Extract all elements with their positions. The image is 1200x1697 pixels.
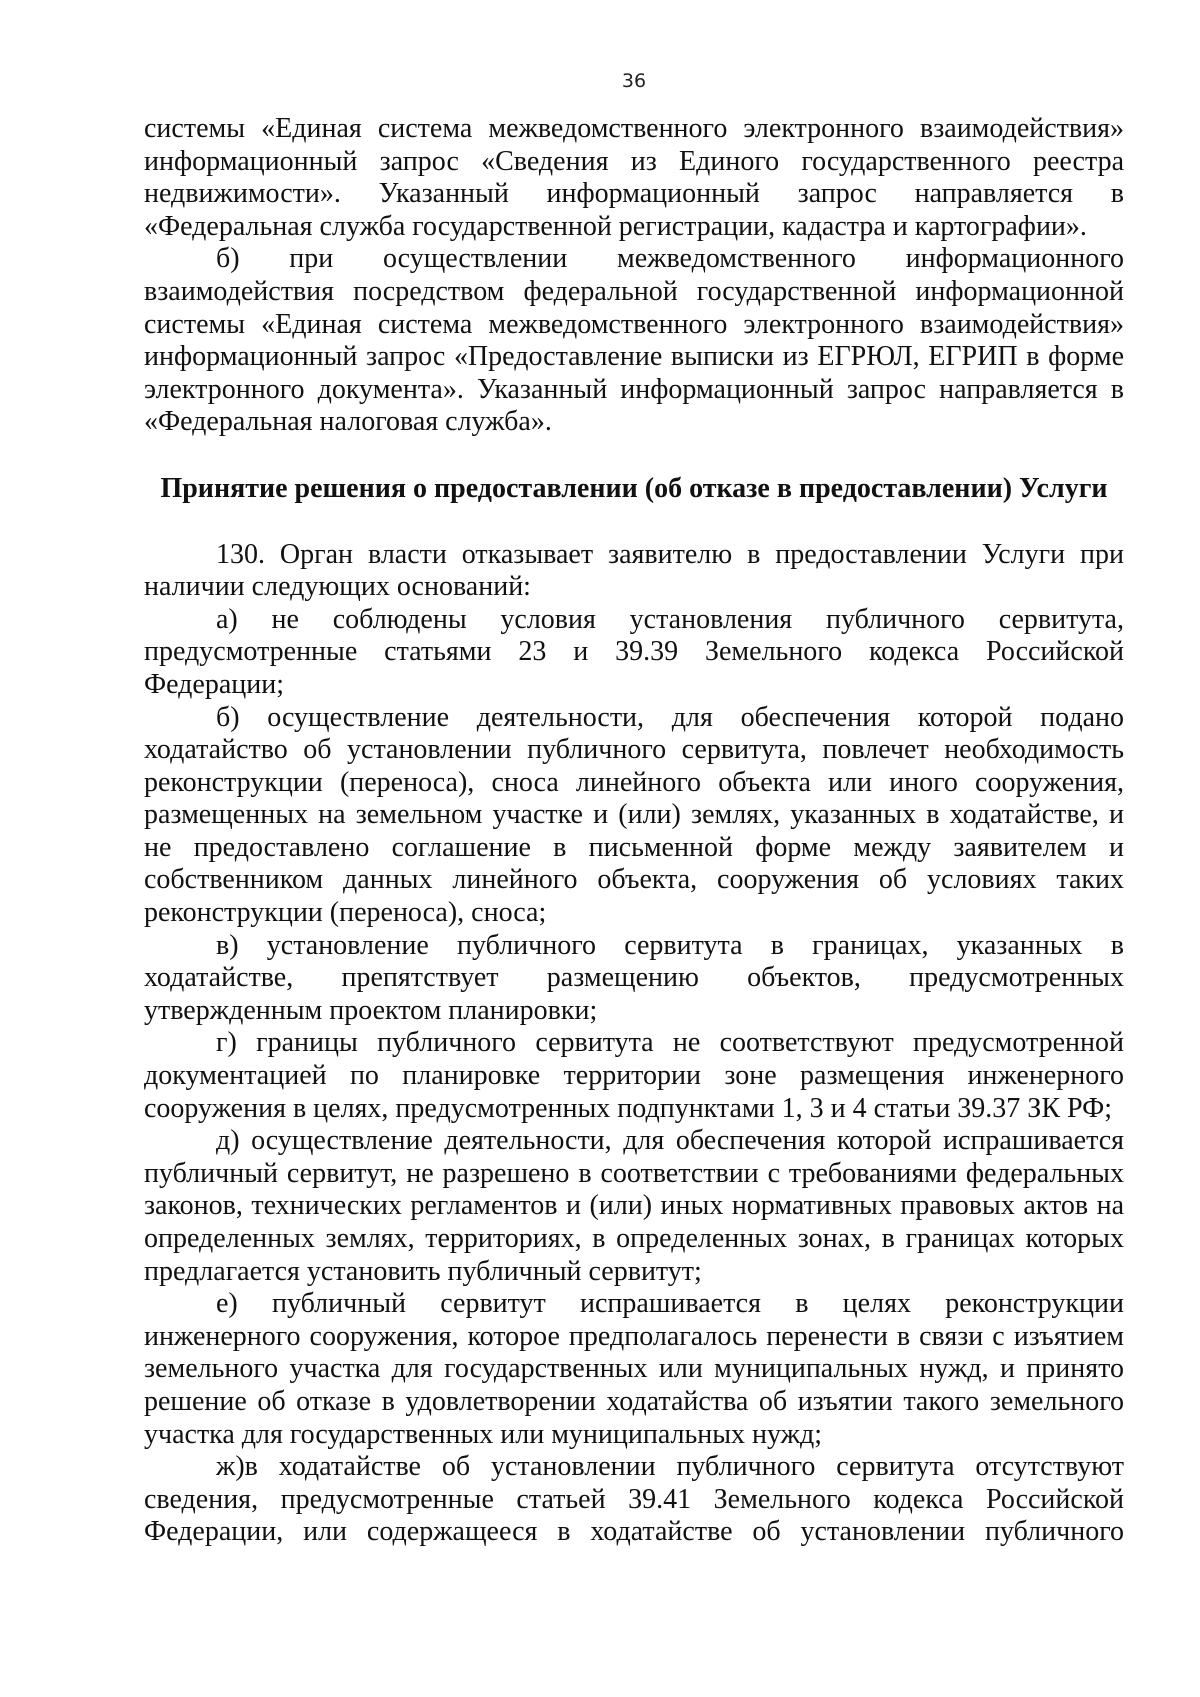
paragraph-continuation: системы «Единая система межведомственного электронного взаимодействия» информационный запрос «Сведения из Единого государственного реестра недвижимости». Указанный информационный запрос направляется в «Федеральная служба государственной регистрации, кадастра и картографии». bbox=[144, 113, 1124, 242]
paragraph-item-b-query: б) при осуществлении межведомственного информационного взаимодействия посредством федеральной государственной информационной системы «Единая система межведомственного электронного взаимодействия» информационный запрос «Предоставление выписки из ЕГРЮЛ, ЕГРИП в форме электронного документа». Указанный информационный запрос направляется в «Федеральная налоговая служба». bbox=[144, 243, 1124, 438]
paragraph-item-d: д) осуществление деятельности, для обеспечения которой испрашивается публичный сервитут, не разрешено в соответствии с требованиями федеральных законов, технических регламентов и (или) иных нормативных правовых актов на определенных землях, территориях, в определенных зонах, в границах которых предлагается установить публичный сервитут; bbox=[144, 1125, 1124, 1287]
paragraph-item-zh: ж)в ходатайстве об установлении публичного сервитута отсутствуют сведения, предусмотренные статьей 39.41 Земельного кодекса Российской Федерации, или содержащееся в ходатайстве об установлении публичного bbox=[144, 1451, 1124, 1548]
section-heading: Принятие решения о предоставлении (об отказе в предоставлении) Услуги bbox=[160, 472, 1108, 504]
paragraph-item-a: а) не соблюдены условия установления публичного сервитута, предусмотренные статьями 23 и 39.39 Земельного кодекса Российской Федерации; bbox=[144, 603, 1124, 700]
paragraph-item-g: г) границы публичного сервитута не соответствуют предусмотренной документацией по планировке территории зоне размещения инженерного сооружения в целях, предусмотренных подпунктами 1, 3 и 4 статьи 39.37 ЗК РФ; bbox=[144, 1027, 1124, 1124]
paragraph-item-e: е) публичный сервитут испрашивается в целях реконструкции инженерного сооружения, которое предполагалось перенести в связи с изъятием земельного участка для государственных или муниципальных нужд, и принято решение об отказе в удовлетворении ходатайства об изъятии такого земельного участка для государственных или муниципальных нужд; bbox=[144, 1288, 1124, 1450]
page-number: 36 bbox=[621, 70, 647, 92]
paragraph-130: 130. Орган власти отказывает заявителю в предоставлении Услуги при наличии следующих оснований: bbox=[144, 538, 1124, 603]
paragraph-item-b: б) осуществление деятельности, для обеспечения которой подано ходатайство об установлении публичного сервитута, повлечет необходимость реконструкции (переноса), сноса линейного объекта или иного сооружения, размещенных на земельном участке и (или) землях, указанных в ходатайстве, и не предоставлено соглашение в письменной форме между заявителем и собственником данных линейного объекта, сооружения об условиях таких реконструкции (переноса), сноса; bbox=[144, 701, 1124, 929]
document-body bbox=[144, 113, 1124, 1549]
paragraph-item-v: в) установление публичного сервитута в границах, указанных в ходатайстве, препятствует размещению объектов, предусмотренных утвержденным проектом планировки; bbox=[144, 929, 1124, 1026]
